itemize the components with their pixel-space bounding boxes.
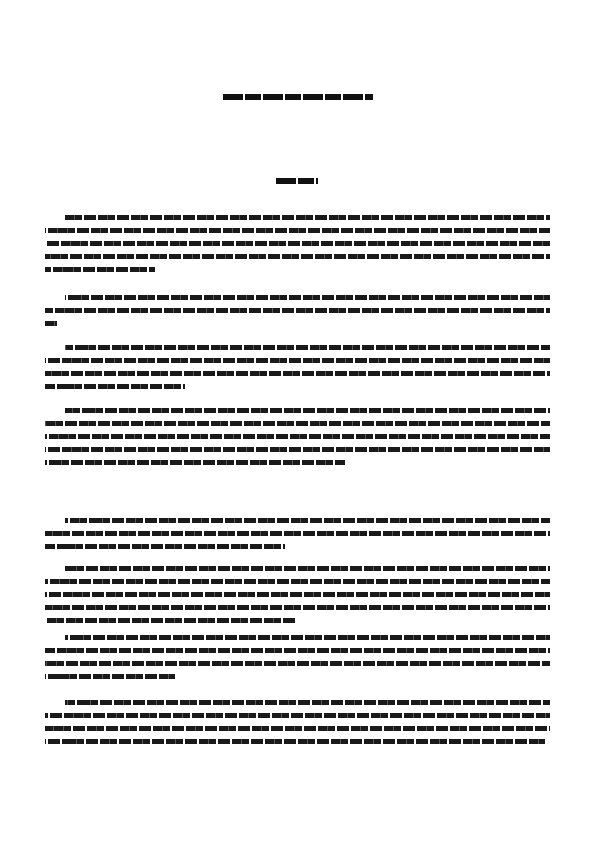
text-line xyxy=(45,434,550,439)
text-line xyxy=(45,661,550,666)
text-line xyxy=(45,605,550,610)
text-line xyxy=(45,321,57,326)
text-line xyxy=(45,447,550,452)
text-line xyxy=(45,371,550,376)
text-line xyxy=(45,618,295,623)
text-line xyxy=(65,566,550,571)
text-line xyxy=(65,215,550,220)
text-line xyxy=(65,518,550,523)
text-line xyxy=(45,241,550,246)
text-line xyxy=(45,228,550,233)
text-line xyxy=(65,408,550,413)
text-line xyxy=(45,421,550,426)
text-line xyxy=(65,700,550,705)
text-line xyxy=(45,384,185,389)
text-line xyxy=(45,674,175,679)
text-line xyxy=(45,579,550,584)
text-line xyxy=(45,713,550,718)
text-line xyxy=(45,358,550,363)
text-line xyxy=(45,648,550,653)
text-line xyxy=(45,308,550,313)
text-line xyxy=(45,544,285,549)
text-line xyxy=(45,592,550,597)
text-line xyxy=(45,726,550,731)
text-line xyxy=(65,635,550,640)
text-line xyxy=(65,295,550,300)
text-line xyxy=(45,254,550,259)
document-subtitle xyxy=(276,178,318,184)
text-line xyxy=(45,267,155,272)
text-line xyxy=(45,739,545,744)
text-line xyxy=(45,531,550,536)
text-line xyxy=(65,345,550,350)
text-line xyxy=(45,460,345,465)
document-title xyxy=(223,94,373,100)
